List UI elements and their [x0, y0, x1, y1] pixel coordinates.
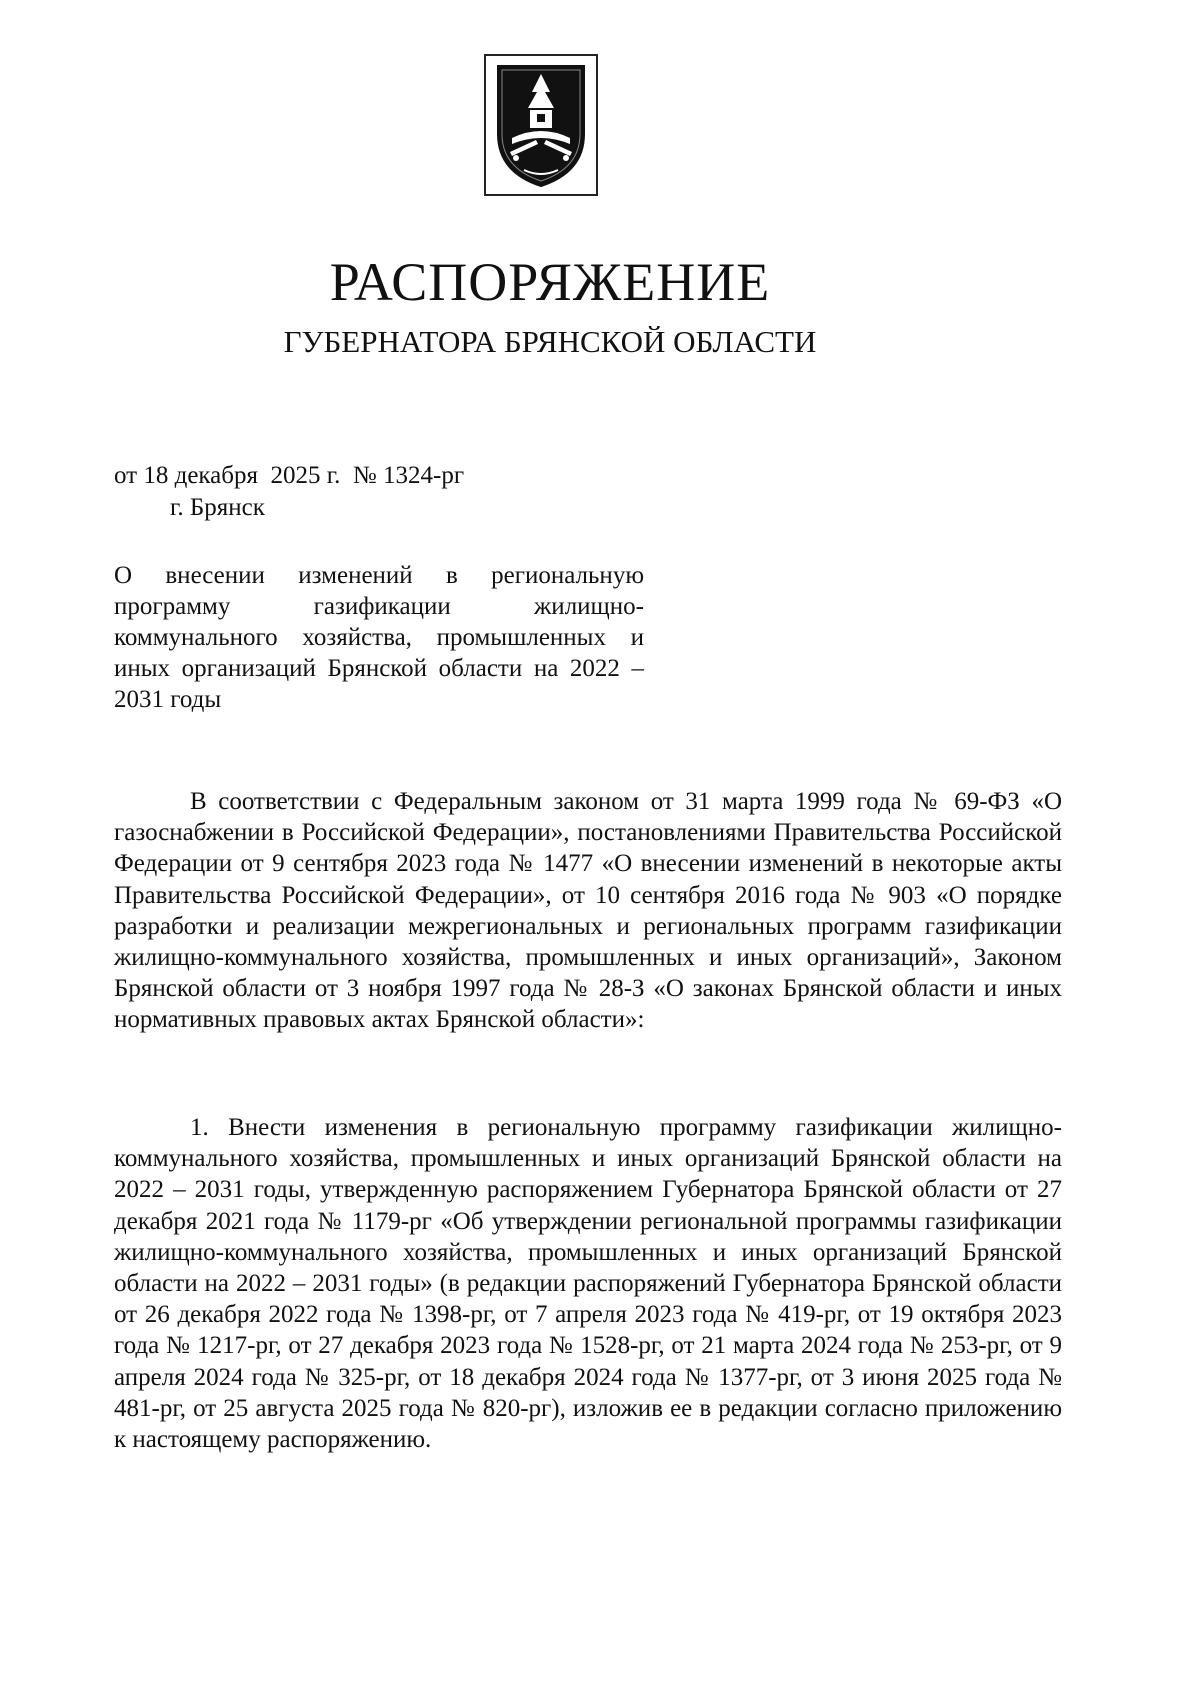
coat-of-arms-icon — [484, 54, 598, 196]
body-paragraph: 1. Внести изменения в региональную программу газификации жилищно-коммунального хозяйства, промышленных и иных организаций Брянской области на 2022 – 2031 годы, утвержденную распоряжением Губернатора Брянской области от 27 декабря 2021 года № 1179-рг «Об утверждении региональной программы газификации жилищно-коммунального хозяйства, промышленных и иных организаций Брянской области на 2022 – 2031 годы» (в редакции распоряжений Губернатора Брянской области от 26 декабря 2022 года № 1398-рг, от 7 апреля 2023 года № 419-рг, от 19 октября 2023 года № 1217-рг, от 27 декабря 2023 года № 1528-рг, от 21 марта 2024 года № 253-рг, от 9 апреля 2024 года № 325-рг, от 18 декабря 2024 года № 1377-рг, от 3 июня 2025 года № 481-рг, от 25 августа 2025 года № 820-рг), изложив ее в редакции согласно приложению к настоящему распоряжению. — [114, 1114, 1062, 1454]
document-city: г. Брянск — [170, 494, 265, 521]
document-subtitle: ГУБЕРНАТОРА БРЯНСКОЙ ОБЛАСТИ — [283, 324, 817, 359]
body-paragraph: В соответствии с Федеральным законом от 31 марта 1999 года № 69-ФЗ «О газоснабжении в Российской Федерации», постановлениями Правительства Российской Федерации от 9 сентября 2023 года № 1477 «О внесении изменений в некоторые акты Правительства Российской Федерации», от 10 сентября 2016 года № 903 «О порядке разработки и реализации межрегиональных и региональных программ газификации жилищно-коммунального хозяйства, промышленных и иных организаций», Законом Брянской области от 3 ноября 1997 года № 28-З «О законах Брянской области и иных нормативных правовых актах Брянской области»: — [114, 788, 1062, 1034]
document-date-number: от 18 декабря 2025 г. № 1324-рг — [114, 462, 465, 489]
document-title: РАСПОРЯЖЕНИЕ — [329, 252, 771, 312]
document-subject: О внесении изменений в региональную программу газификации жилищно-коммунального хозяйства, промышленных и иных организаций Брянской области на 2022 – 2031 годы — [114, 562, 644, 713]
